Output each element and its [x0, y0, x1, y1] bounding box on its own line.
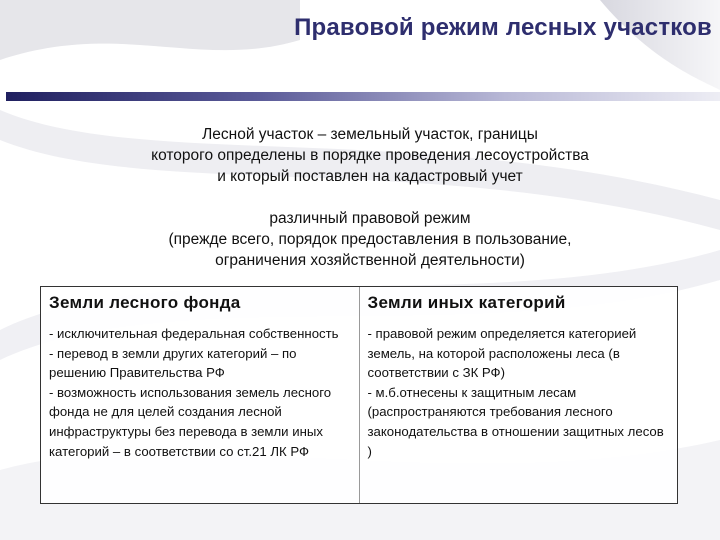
- definition-line: и который поставлен на кадастровый учет: [217, 168, 523, 185]
- title-underline: [6, 92, 720, 101]
- definition-line: которого определены в порядке проведения лесоустройства: [151, 147, 589, 164]
- column-body: [49, 324, 351, 461]
- regime-line: ограничения хозяйственной деятельности): [215, 252, 525, 269]
- list-item: - исключительная федеральная собственность: [49, 326, 339, 341]
- regime-line: (прежде всего, порядок предоставления в пользование,: [168, 231, 572, 248]
- forest-fund-column: [41, 287, 359, 503]
- regime-line: различный правовой режим: [269, 210, 471, 227]
- definition-line: Лесной участок – земельный участок, границы: [202, 126, 538, 143]
- regime-text: [40, 208, 700, 271]
- list-item: - правовой режим определяется категорией земель, на которой расположены леса (в соответствии с ЗК РФ): [367, 326, 637, 381]
- list-item: - возможность использования земель лесного фонда не для целей создания лесной инфраструктуры без перевода в земли иных категорий – в соответствии со ст.21 ЛК РФ: [49, 384, 332, 459]
- column-heading: Земли иных категорий: [367, 293, 566, 312]
- column-heading: Земли лесного фонда: [49, 293, 241, 312]
- column-body: [368, 324, 670, 461]
- definition-text: [40, 124, 700, 187]
- comparison-table: [40, 286, 678, 504]
- list-item: - м.б.отнесены к защитным лесам (распространяются требования лесного законодательства в отношении защитных лесов ): [367, 384, 664, 459]
- slide-header: [0, 0, 720, 92]
- list-item: - перевод в земли других категорий – по решению Правительства РФ: [49, 345, 297, 381]
- other-lands-column: [359, 287, 678, 503]
- slide-title: Правовой режим лесных участков: [294, 14, 712, 41]
